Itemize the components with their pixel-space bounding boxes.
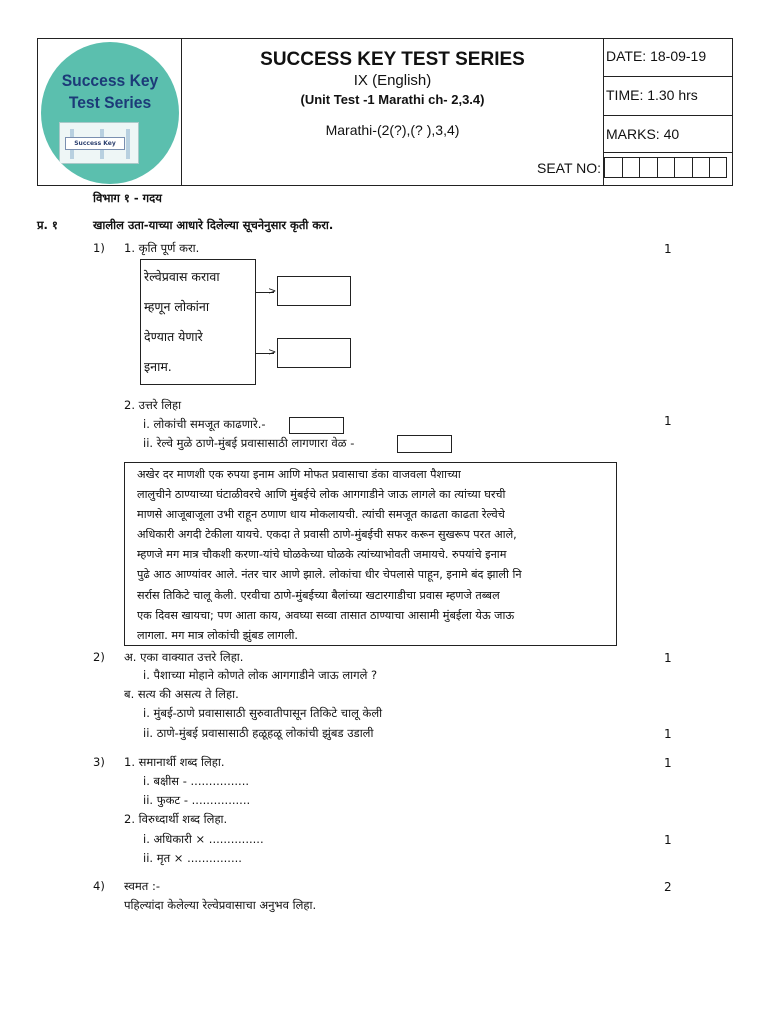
concept-line-2: म्हणून लोकांना bbox=[144, 299, 210, 314]
concept-map-box bbox=[140, 259, 256, 385]
concept-line-4: इनाम. bbox=[144, 359, 172, 374]
concept-line-3: देण्यात येणारे bbox=[144, 329, 203, 344]
seat-digit-box[interactable] bbox=[639, 157, 657, 178]
q2-a-label: अ. एका वाक्यात उत्तरे लिहा. bbox=[124, 650, 244, 664]
q2-number: 2) bbox=[93, 650, 105, 664]
seat-digit-box[interactable] bbox=[657, 157, 675, 178]
concept-line-1: रेल्वेप्रवास करावा bbox=[144, 269, 220, 284]
seat-digit-box[interactable] bbox=[604, 157, 622, 178]
marks-field: MARKS: 40 bbox=[604, 116, 732, 153]
logo-cell bbox=[38, 39, 182, 185]
q4-number: 4) bbox=[93, 879, 105, 893]
success-key-logo bbox=[41, 42, 179, 184]
q3-part1-marks: 1 bbox=[664, 756, 672, 770]
arrow-right-icon: > bbox=[268, 286, 277, 297]
seat-digit-box[interactable] bbox=[622, 157, 640, 178]
q1-part2-label: 2. उत्तरे लिहा bbox=[124, 398, 182, 412]
q2-a-marks: 1 bbox=[664, 651, 672, 665]
passage-line: माणसे आजूबाजूला उभी राहून ठणाण धाय मोकलायची. त्यांची समजूत काढता काढता रेल्वेचे bbox=[137, 508, 505, 522]
q1-part2-marks: 1 bbox=[664, 414, 672, 428]
test-title: SUCCESS KEY TEST SERIES bbox=[260, 49, 525, 70]
q3-part1-ii: ii. फुकट - ................ bbox=[143, 793, 251, 807]
question-instruction: खालील उता-याच्या आधारे दिलेल्या सूचनेनुसार कृती करा. bbox=[93, 218, 334, 232]
passage-line: एक दिवस खायचा; पण आता काय, अवघ्या सव्वा तासात ठाण्याचा आसामी मुंबईला येऊ जाऊ bbox=[137, 608, 515, 622]
passage-line: पुढे आठ आण्यांवर आले. नंतर चार आणे झाले. लोकांचा धीर चेपलासे पाहून, इनामे बंद झाली नि bbox=[137, 568, 522, 582]
q2-b-marks: 1 bbox=[664, 727, 672, 741]
q1-part2-i: i. लोकांची समजूत काढणारे.- bbox=[143, 417, 266, 431]
question-number: प्र. १ bbox=[37, 218, 58, 232]
q4-prompt: पहिल्यांदा केलेल्या रेल्वेप्रवासाचा अनुभव लिहा. bbox=[124, 898, 317, 912]
q3-number: 3) bbox=[93, 755, 105, 769]
test-subtitle: IX (English) bbox=[353, 72, 432, 89]
answer-box[interactable] bbox=[277, 338, 351, 368]
q3-part2-marks: 1 bbox=[664, 833, 672, 847]
marathi-chapters: Marathi-(2(?),(? ),3,4) bbox=[325, 122, 460, 138]
q2-b-label: ब. सत्य की असत्य ते लिहा. bbox=[124, 687, 239, 701]
q1-part1-label: 1. कृति पूर्ण करा. bbox=[124, 241, 200, 255]
passage-line: अधिकारी अगदी टेकीला यायचे. एकदा ते प्रवासी ठाणे-मुंबईची सफर करून सुखरूप परत आले, bbox=[137, 528, 517, 542]
seat-digit-box[interactable] bbox=[674, 157, 692, 178]
q2-b-i: i. मुंबई-ठाणे प्रवासासाठी सुरुवातीपासून तिकिटे चालू केली bbox=[143, 706, 383, 720]
q1-number: 1) bbox=[93, 241, 105, 255]
answer-box[interactable] bbox=[289, 417, 344, 434]
q2-b-ii: ii. ठाणे-मुंबई प्रवासासाठी हळूहळू लोकांची झुंबड उडाली bbox=[143, 726, 374, 740]
answer-box[interactable] bbox=[397, 435, 452, 453]
logo-line-2: Test Series bbox=[68, 93, 152, 112]
answer-box[interactable] bbox=[277, 276, 351, 306]
seat-no-label: SEAT NO: bbox=[537, 160, 602, 176]
arrow-right-icon: > bbox=[268, 347, 277, 358]
logo-banner: Success Key bbox=[65, 137, 125, 150]
q4-marks: 2 bbox=[664, 880, 672, 894]
q3-part2-i: i. अधिकारी × ............... bbox=[143, 832, 264, 846]
passage-line: लागला. मग मात्र लोकांची झुंबड लागली. bbox=[137, 628, 298, 642]
section-title: विभाग १ - गदय bbox=[93, 191, 162, 205]
passage-line: लालुचीने ठाण्याच्या घंटाळीवरचे आणि मुंबईचे लोक आगगाडीने जाऊ लागले का त्यांच्या घरची bbox=[137, 488, 506, 502]
logo-line-1: Success Key bbox=[61, 71, 159, 90]
passage-line: म्हणजे मग मात्र चौकशी करणा-यांचे घोळकेच्या घोळके त्यांच्याभोवती जमायचे. रुपयांचे इनाम bbox=[137, 548, 507, 562]
passage-line: अखेर दर माणशी एक रुपया इनाम आणि मोफत प्रवासाचा डंका वाजवला पैशाच्या bbox=[137, 468, 461, 481]
q3-part2-label: 2. विरुध्दार्थी शब्द लिहा. bbox=[124, 812, 228, 826]
date-field: DATE: 18-09-19 bbox=[604, 39, 732, 77]
q1-part1-marks: 1 bbox=[664, 242, 672, 256]
q1-part2-ii: ii. रेल्वे मुळे ठाणे-मुंबई प्रवासासाठी लागणारा वेळ - bbox=[143, 436, 355, 450]
reading-passage bbox=[124, 462, 617, 646]
q2-a-i: i. पैशाच्या मोहाने कोणते लोक आगगाडीने जाऊ लागले ? bbox=[143, 668, 378, 682]
q3-part1-label: 1. समानार्थी शब्द लिहा. bbox=[124, 755, 225, 769]
unit-test-label: (Unit Test -1 Marathi ch- 2,3.4) bbox=[300, 92, 485, 107]
seat-no-boxes[interactable] bbox=[604, 157, 727, 178]
test-header bbox=[37, 38, 733, 186]
logo-building-image bbox=[59, 122, 139, 164]
seat-digit-box[interactable] bbox=[709, 157, 727, 178]
q3-part2-ii: ii. मृत × ............... bbox=[143, 851, 242, 865]
seat-digit-box[interactable] bbox=[692, 157, 710, 178]
q3-part1-i: i. बक्षीस - ................ bbox=[143, 774, 250, 788]
passage-line: सर्रास तिकिटे चालू केली. एरवीचा ठाणे-मुंबईच्या बैलांच्या खटारगाडीचा प्रवास म्हणजे तब्बल bbox=[137, 588, 500, 602]
time-field: TIME: 1.30 hrs bbox=[604, 77, 732, 116]
q4-title: स्वमत :- bbox=[124, 879, 160, 893]
